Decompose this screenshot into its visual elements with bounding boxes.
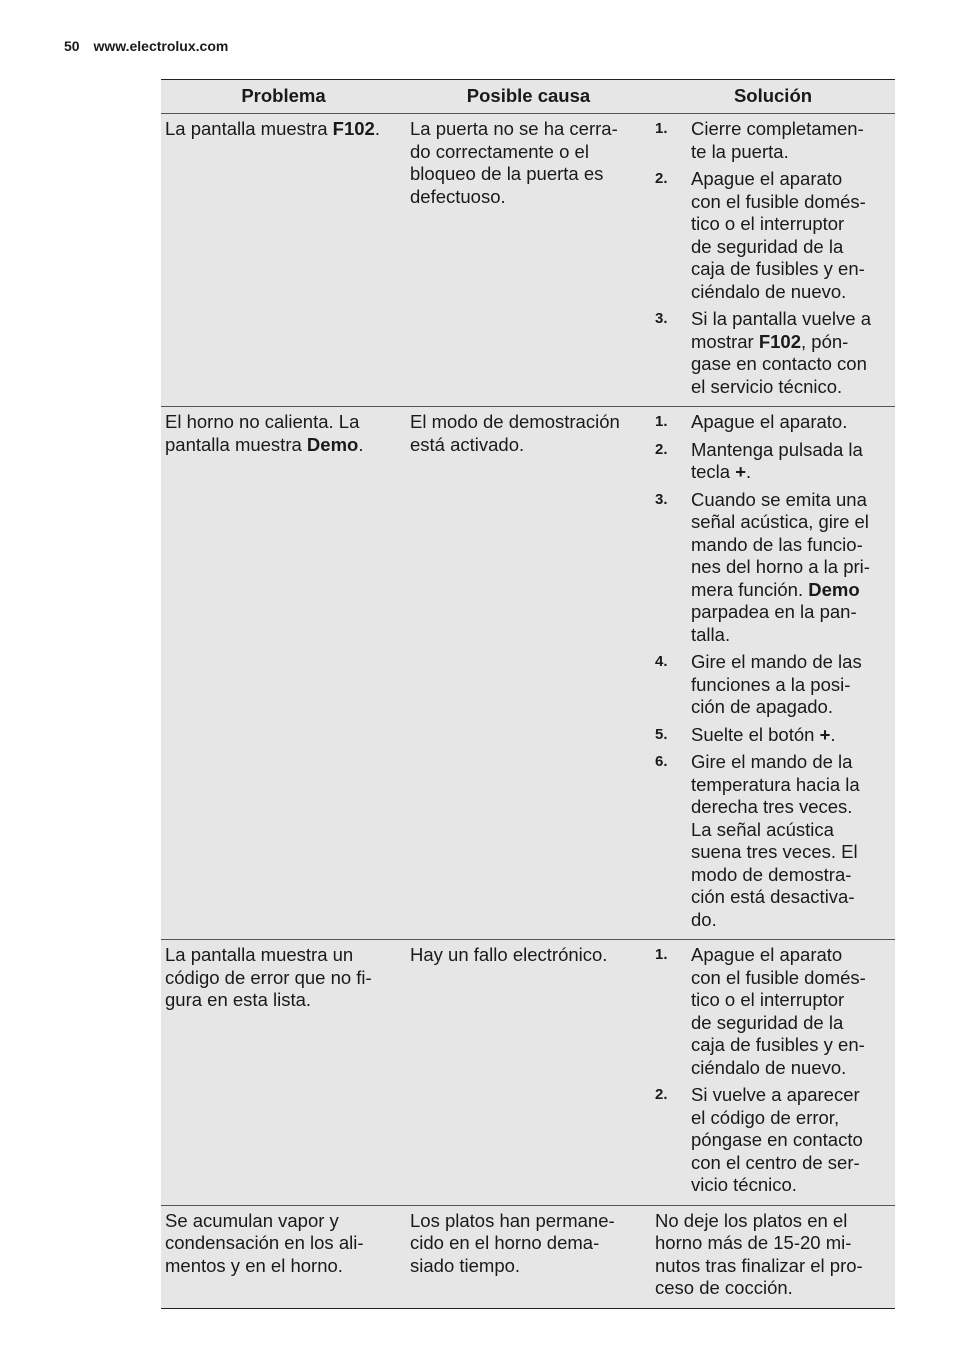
text-fragment: . [830, 723, 836, 745]
bold-term: + [735, 461, 747, 482]
step-number: 2. [655, 1086, 668, 1103]
step-number: 3. [655, 490, 668, 508]
text-fragment: Mantenga pulsada la tecla [691, 438, 863, 482]
step-text [691, 751, 889, 931]
step-text [691, 651, 889, 719]
problem-cell [161, 940, 406, 1206]
page-number: 50 [64, 38, 80, 54]
solution-steps [655, 411, 889, 931]
site-url: www.electrolux.com [93, 38, 229, 54]
text-fragment: Gire el mando de la temperatura hacia la derecha tres veces. La señal acústica suena tres veces. El modo de demostra- ción está desactiva- do. [691, 751, 860, 930]
cause-cell: El modo de demostración está activado. [406, 407, 651, 940]
text-fragment: Si la pantalla vuelve a mostrar [691, 308, 871, 352]
step-number: 3. [655, 310, 668, 327]
step-number: 1. [655, 946, 668, 963]
text-fragment: La pantalla muestra un código de error que no fi- gura en esta lista. [165, 944, 372, 1010]
step-text [691, 168, 889, 303]
solution-cell [651, 940, 895, 1206]
step-number: 6. [655, 753, 668, 770]
bold-term: + [819, 723, 831, 745]
text-fragment: Se acumulan vapor y condensación en los ali- mentos y en el horno. [165, 1209, 364, 1276]
solution-step [655, 308, 889, 398]
bold-term: F102 [332, 118, 375, 139]
solution-step [655, 751, 889, 931]
step-number: 4. [655, 653, 668, 670]
text-fragment: Cierre completamen- te la puerta. [691, 118, 864, 162]
text-fragment: , pón- gase en contacto con el servicio técnico. [691, 330, 867, 397]
solution-step [655, 439, 889, 484]
table-row [161, 114, 895, 407]
solution-cell: No deje los platos en el horno más de 15-20 mi- nutos tras finalizar el pro- ceso de cocción. [651, 1205, 895, 1308]
step-text [691, 118, 889, 163]
step-number: 2. [655, 170, 668, 187]
troubleshooting-table [161, 79, 895, 1309]
text-fragment: Apague el aparato con el fusible domés- tico o el interruptor de seguridad de la caja de fusibles y en- ciéndalo de nuevo. [691, 168, 866, 302]
text-fragment: Cuando se emita una señal acústica, gire el mando de las funcio- nes del horno a la pri- mera función. [691, 488, 870, 600]
text-fragment: . [746, 461, 752, 482]
solution-step [655, 724, 889, 747]
text-fragment: Suelte el botón [691, 723, 820, 745]
header-posible-causa: Posible causa [406, 80, 651, 114]
text-fragment: La pantalla muestra [165, 118, 333, 139]
table-header-row [161, 80, 895, 114]
text-fragment: . [358, 433, 364, 455]
problem-cell [161, 1205, 406, 1308]
step-text [691, 489, 889, 647]
text-fragment: Apague el aparato con el fusible domés- tico o el interruptor de seguridad de la caja de fusibles y en- ciéndalo de nuevo. [691, 944, 866, 1078]
step-number: 2. [655, 440, 668, 458]
header-solucion: Solución [651, 80, 895, 114]
solution-steps [655, 118, 889, 398]
page-header [64, 38, 228, 54]
step-text [691, 411, 889, 434]
solution-cell [651, 114, 895, 407]
solution-steps [655, 944, 889, 1197]
solution-step [655, 118, 889, 163]
solution-step [655, 944, 889, 1079]
solution-step [655, 168, 889, 303]
step-text [691, 1084, 889, 1197]
step-text [691, 308, 889, 398]
table-row [161, 1205, 895, 1308]
problem-cell [161, 114, 406, 407]
header-problema: Problema [161, 80, 406, 114]
step-text [691, 724, 889, 747]
table-row [161, 407, 895, 940]
step-number: 1. [655, 120, 668, 137]
text-fragment: Gire el mando de las funciones a la posi- ción de apagado. [691, 651, 862, 717]
text-fragment: parpadea en la pan- talla. [691, 601, 857, 645]
bold-term: Demo [306, 433, 359, 455]
solution-step [655, 411, 889, 434]
step-number: 1. [655, 413, 668, 430]
solution-step [655, 1084, 889, 1197]
solution-cell [651, 407, 895, 940]
bold-term: F102 [758, 330, 802, 352]
table-row [161, 940, 895, 1206]
cause-cell: Hay un fallo electrónico. [406, 940, 651, 1206]
step-text [691, 439, 889, 484]
problem-cell [161, 407, 406, 940]
solution-step [655, 651, 889, 719]
text-fragment: . [374, 118, 380, 139]
text-fragment: Si vuelve a aparecer el código de error, póngase en contacto con el centro de ser- vicio técnico. [691, 1084, 863, 1195]
cause-cell: Los platos han permane- cido en el horno dema- siado tiempo. [406, 1205, 651, 1308]
text-fragment: Apague el aparato. [691, 411, 848, 432]
bold-term: Demo [808, 578, 860, 600]
cause-cell: La puerta no se ha cerra- do correctamente o el bloqueo de la puerta es defectuoso. [406, 114, 651, 407]
text-fragment: El horno no calienta. La pantalla muestra [165, 411, 360, 455]
solution-step [655, 489, 889, 647]
step-text [691, 944, 889, 1079]
step-number: 5. [655, 725, 668, 743]
